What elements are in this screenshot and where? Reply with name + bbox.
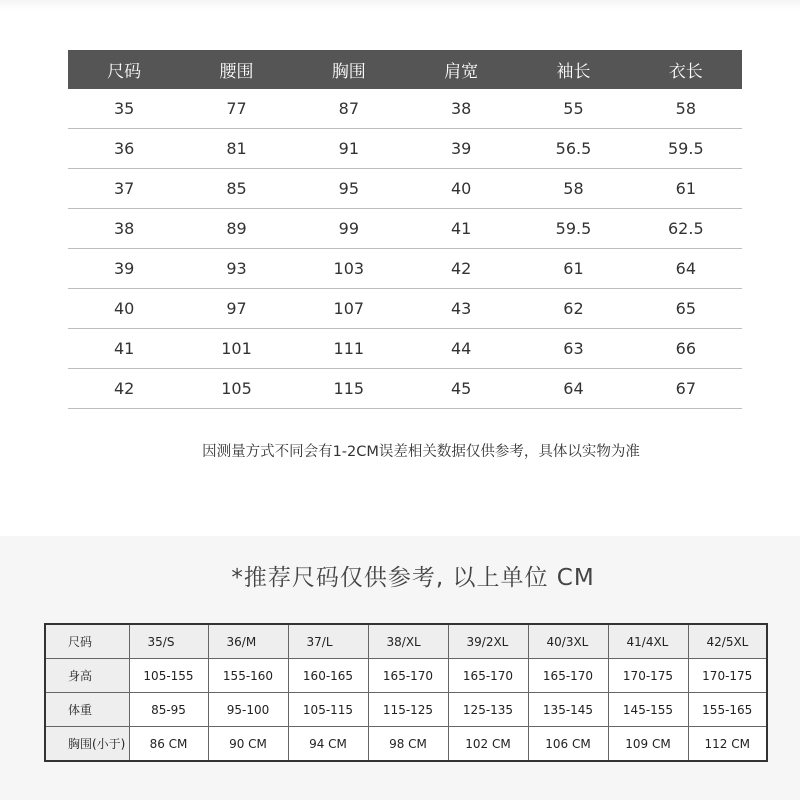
size-table-cell: 93 [180, 249, 292, 289]
recommend-size-label: 35/S [129, 624, 208, 659]
recommend-size-label: 42/5XL [688, 624, 767, 659]
size-table-cell: 42 [68, 369, 180, 409]
size-table-row [68, 209, 742, 249]
size-table-cell: 61 [517, 249, 629, 289]
recommend-table-cell: 160-165 [288, 659, 368, 693]
size-table-cell: 39 [405, 129, 517, 169]
size-table-cell: 64 [517, 369, 629, 409]
size-table-cell: 103 [293, 249, 405, 289]
size-table-cell: 115 [293, 369, 405, 409]
size-table-cell: 40 [405, 169, 517, 209]
size-table-cell: 87 [293, 89, 405, 129]
recommend-row-label: 体重 [45, 693, 129, 727]
size-table-cell: 37 [68, 169, 180, 209]
recommend-table-cell: 165-170 [448, 659, 528, 693]
size-table-cell: 38 [68, 209, 180, 249]
size-table-cell: 81 [180, 129, 292, 169]
recommend-table-row [45, 659, 767, 693]
recommend-table-header-row [45, 624, 767, 659]
recommend-table-cell: 135-145 [528, 693, 608, 727]
recommend-size-label: 37/L [288, 624, 368, 659]
recommend-size-label: 39/2XL [448, 624, 528, 659]
recommend-table-cell: 94 CM [288, 727, 368, 762]
recommend-table-cell: 145-155 [608, 693, 688, 727]
size-table-row [68, 329, 742, 369]
size-table-cell: 111 [293, 329, 405, 369]
recommend-table-cell: 109 CM [608, 727, 688, 762]
size-table-cell: 39 [68, 249, 180, 289]
recommend-table-body [45, 624, 767, 761]
recommend-table-cell: 95-100 [208, 693, 288, 727]
size-table-cell: 77 [180, 89, 292, 129]
size-table-header-row [68, 50, 742, 89]
recommend-table-cell: 106 CM [528, 727, 608, 762]
size-table-cell: 38 [405, 89, 517, 129]
recommend-table-cell: 155-160 [208, 659, 288, 693]
recommend-table-cell: 165-170 [528, 659, 608, 693]
recommend-size-label: 36/M [208, 624, 288, 659]
recommend-table-cell: 86 CM [129, 727, 208, 762]
size-table-cell: 99 [293, 209, 405, 249]
size-table-header: 腰围 [180, 50, 292, 89]
size-table-cell: 45 [405, 369, 517, 409]
size-table-cell: 58 [630, 89, 742, 129]
size-table-row [68, 89, 742, 129]
recommend-table-cell: 125-135 [448, 693, 528, 727]
size-table-cell: 91 [293, 129, 405, 169]
size-table-cell: 107 [293, 289, 405, 329]
size-table-row [68, 169, 742, 209]
size-table-cell: 85 [180, 169, 292, 209]
size-table-cell: 59.5 [517, 209, 629, 249]
size-table-cell: 62 [517, 289, 629, 329]
recommend-table-cell: 102 CM [448, 727, 528, 762]
size-table-cell: 58 [517, 169, 629, 209]
recommend-size-label: 41/4XL [608, 624, 688, 659]
recommend-table-row [45, 727, 767, 762]
size-table-cell: 97 [180, 289, 292, 329]
size-table-cell: 41 [405, 209, 517, 249]
recommend-subtitle: *推荐尺码仅供参考, 以上单位 CM [231, 565, 595, 591]
size-table-cell: 101 [180, 329, 292, 369]
recommend-row-label: 尺码 [45, 624, 129, 659]
recommend-table-cell: 170-175 [608, 659, 688, 693]
size-table-body [68, 89, 742, 409]
size-table-header: 尺码 [68, 50, 180, 89]
recommend-size-label: 40/3XL [528, 624, 608, 659]
size-table-cell: 41 [68, 329, 180, 369]
size-table-cell: 62.5 [630, 209, 742, 249]
recommend-size-table [44, 623, 768, 762]
recommend-table-cell: 115-125 [368, 693, 448, 727]
recommend-row-label: 胸围(小于) [45, 727, 129, 762]
recommend-table-cell: 105-155 [129, 659, 208, 693]
size-table-cell: 105 [180, 369, 292, 409]
size-table-cell: 95 [293, 169, 405, 209]
size-table-cell: 59.5 [630, 129, 742, 169]
size-table-header: 胸围 [293, 50, 405, 89]
size-table-row [68, 289, 742, 329]
size-table-cell: 35 [68, 89, 180, 129]
recommend-size-label: 38/XL [368, 624, 448, 659]
size-table-cell: 55 [517, 89, 629, 129]
top-fade [0, 0, 800, 10]
recommend-table-cell: 105-115 [288, 693, 368, 727]
size-table-row [68, 369, 742, 409]
size-table-cell: 64 [630, 249, 742, 289]
size-table-cell: 40 [68, 289, 180, 329]
recommend-table-row [45, 693, 767, 727]
size-table-cell: 43 [405, 289, 517, 329]
recommend-table-cell: 90 CM [208, 727, 288, 762]
size-table-cell: 63 [517, 329, 629, 369]
size-measurement-table [68, 50, 742, 409]
size-table-row [68, 249, 742, 289]
size-table-cell: 67 [630, 369, 742, 409]
size-table-cell: 61 [630, 169, 742, 209]
size-table-cell: 42 [405, 249, 517, 289]
size-table-header: 衣长 [630, 50, 742, 89]
recommend-table-cell: 112 CM [688, 727, 767, 762]
recommend-table-cell: 155-165 [688, 693, 767, 727]
measurement-note: 因测量方式不同会有1-2CM误差相关数据仅供参考，具体以实物为准 [202, 444, 640, 460]
size-table-cell: 66 [630, 329, 742, 369]
recommend-table-cell: 98 CM [368, 727, 448, 762]
size-table-header: 肩宽 [405, 50, 517, 89]
recommend-table-cell: 165-170 [368, 659, 448, 693]
size-table-row [68, 129, 742, 169]
recommend-table-cell: 85-95 [129, 693, 208, 727]
recommend-table-cell: 170-175 [688, 659, 767, 693]
size-table-cell: 44 [405, 329, 517, 369]
size-table-cell: 36 [68, 129, 180, 169]
size-table-cell: 65 [630, 289, 742, 329]
recommend-row-label: 身高 [45, 659, 129, 693]
size-table-header: 袖长 [517, 50, 629, 89]
size-table-cell: 56.5 [517, 129, 629, 169]
size-table-cell: 89 [180, 209, 292, 249]
